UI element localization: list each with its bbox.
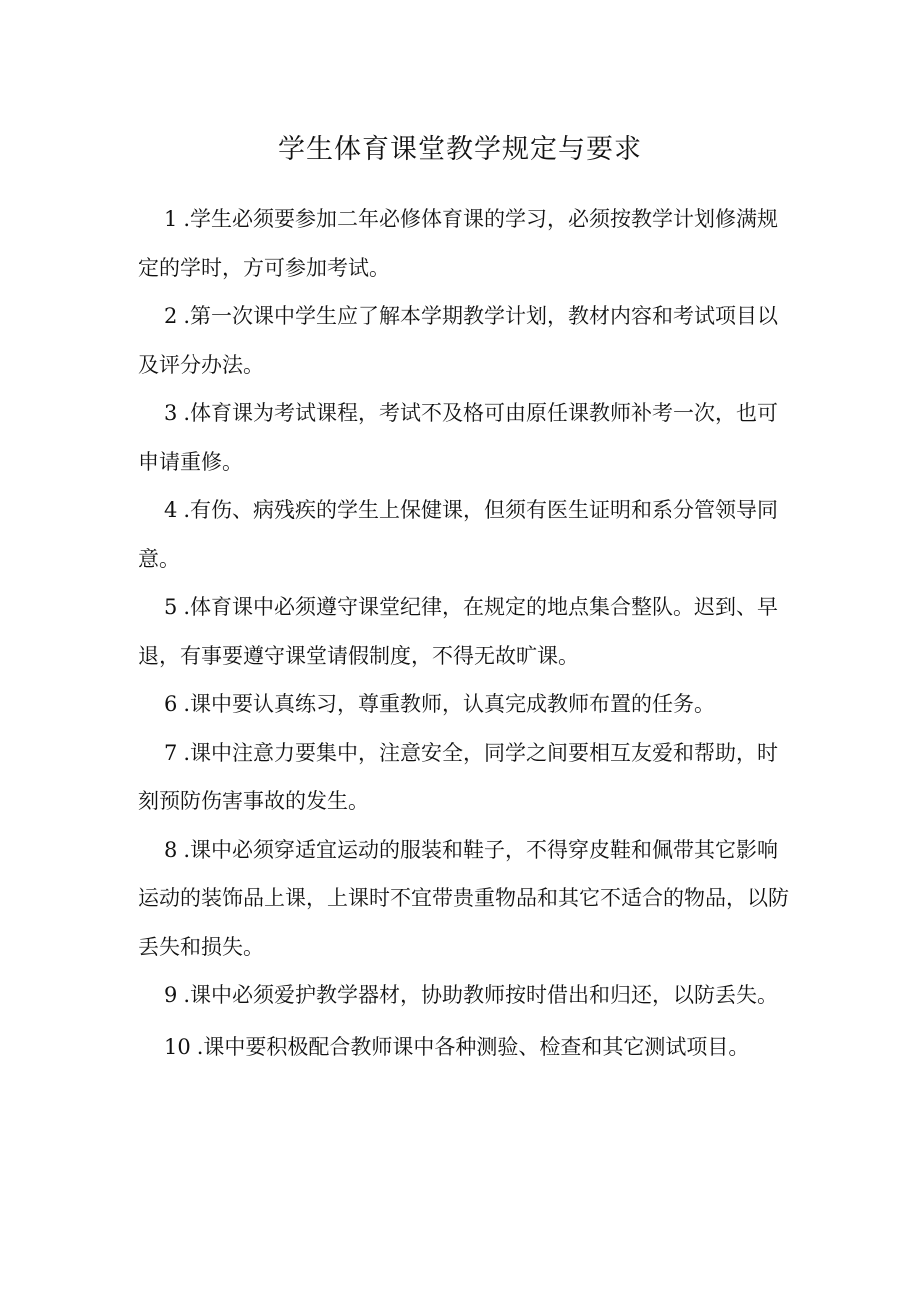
rule-text: .第一次课中学生应了解本学期教学计划，教材内容和考试项目以及评分办法。 bbox=[138, 304, 779, 377]
rule-text: .课中注意力要集中，注意安全，同学之间要相互友爱和帮助，时刻预防伤害事故的发生。 bbox=[138, 740, 779, 813]
rule-item-1 bbox=[138, 195, 798, 292]
rule-item-5 bbox=[138, 583, 798, 680]
rule-number: 7 bbox=[164, 740, 178, 765]
rule-item-9 bbox=[138, 971, 798, 1020]
rule-text: .课中必须爱护教学器材，协助教师按时借出和归还，以防丢失。 bbox=[183, 983, 779, 1007]
rule-number: 6 bbox=[164, 692, 178, 716]
rule-number: 5 bbox=[164, 595, 178, 619]
rule-item-3 bbox=[138, 389, 798, 486]
rule-text: .有伤、病残疾的学生上保健课，但须有医生证明和系分管领导同意。 bbox=[138, 498, 779, 571]
rule-number: 3 bbox=[164, 401, 178, 425]
rule-text: .体育课中必须遵守课堂纪律，在规定的地点集合整队。迟到、早退，有事要遵守课堂请假制度，不得无故旷课。 bbox=[138, 595, 779, 668]
rule-number: 10 bbox=[164, 1034, 191, 1059]
rule-text: .学生必须要参加二年必修体育课的学习，必须按教学计划修满规定的学时，方可参加考试。 bbox=[138, 207, 779, 280]
rule-text: .课中要认真练习，尊重教师，认真完成教师布置的任务。 bbox=[183, 692, 716, 716]
rule-item-4 bbox=[138, 486, 798, 583]
rule-number: 9 bbox=[164, 983, 178, 1007]
rules-list bbox=[138, 195, 798, 1062]
rule-item-2 bbox=[138, 292, 798, 389]
rule-text: .课中要积极配合教师课中各种测验、检查和其它测试项目。 bbox=[196, 1034, 750, 1059]
rule-item-6 bbox=[138, 680, 798, 729]
page-title: 学生体育课堂教学规定与要求 bbox=[278, 134, 642, 165]
rule-text: .课中必须穿适宜运动的服装和鞋子，不得穿皮鞋和佩带其它影响运动的装饰品上课，上课时不宜带贵重物品和其它不适合的物品，以防丢失和损失。 bbox=[138, 837, 789, 959]
rule-number: 8 bbox=[164, 837, 178, 862]
rule-number: 2 bbox=[164, 304, 178, 328]
rule-number: 1 bbox=[164, 207, 178, 231]
rule-item-8 bbox=[138, 826, 798, 972]
rule-number: 4 bbox=[164, 498, 178, 522]
rule-item-10 bbox=[138, 1032, 798, 1062]
rule-text: .体育课为考试课程，考试不及格可由原任课教师补考一次，也可申请重修。 bbox=[138, 401, 779, 474]
rule-item-7 bbox=[138, 729, 798, 826]
